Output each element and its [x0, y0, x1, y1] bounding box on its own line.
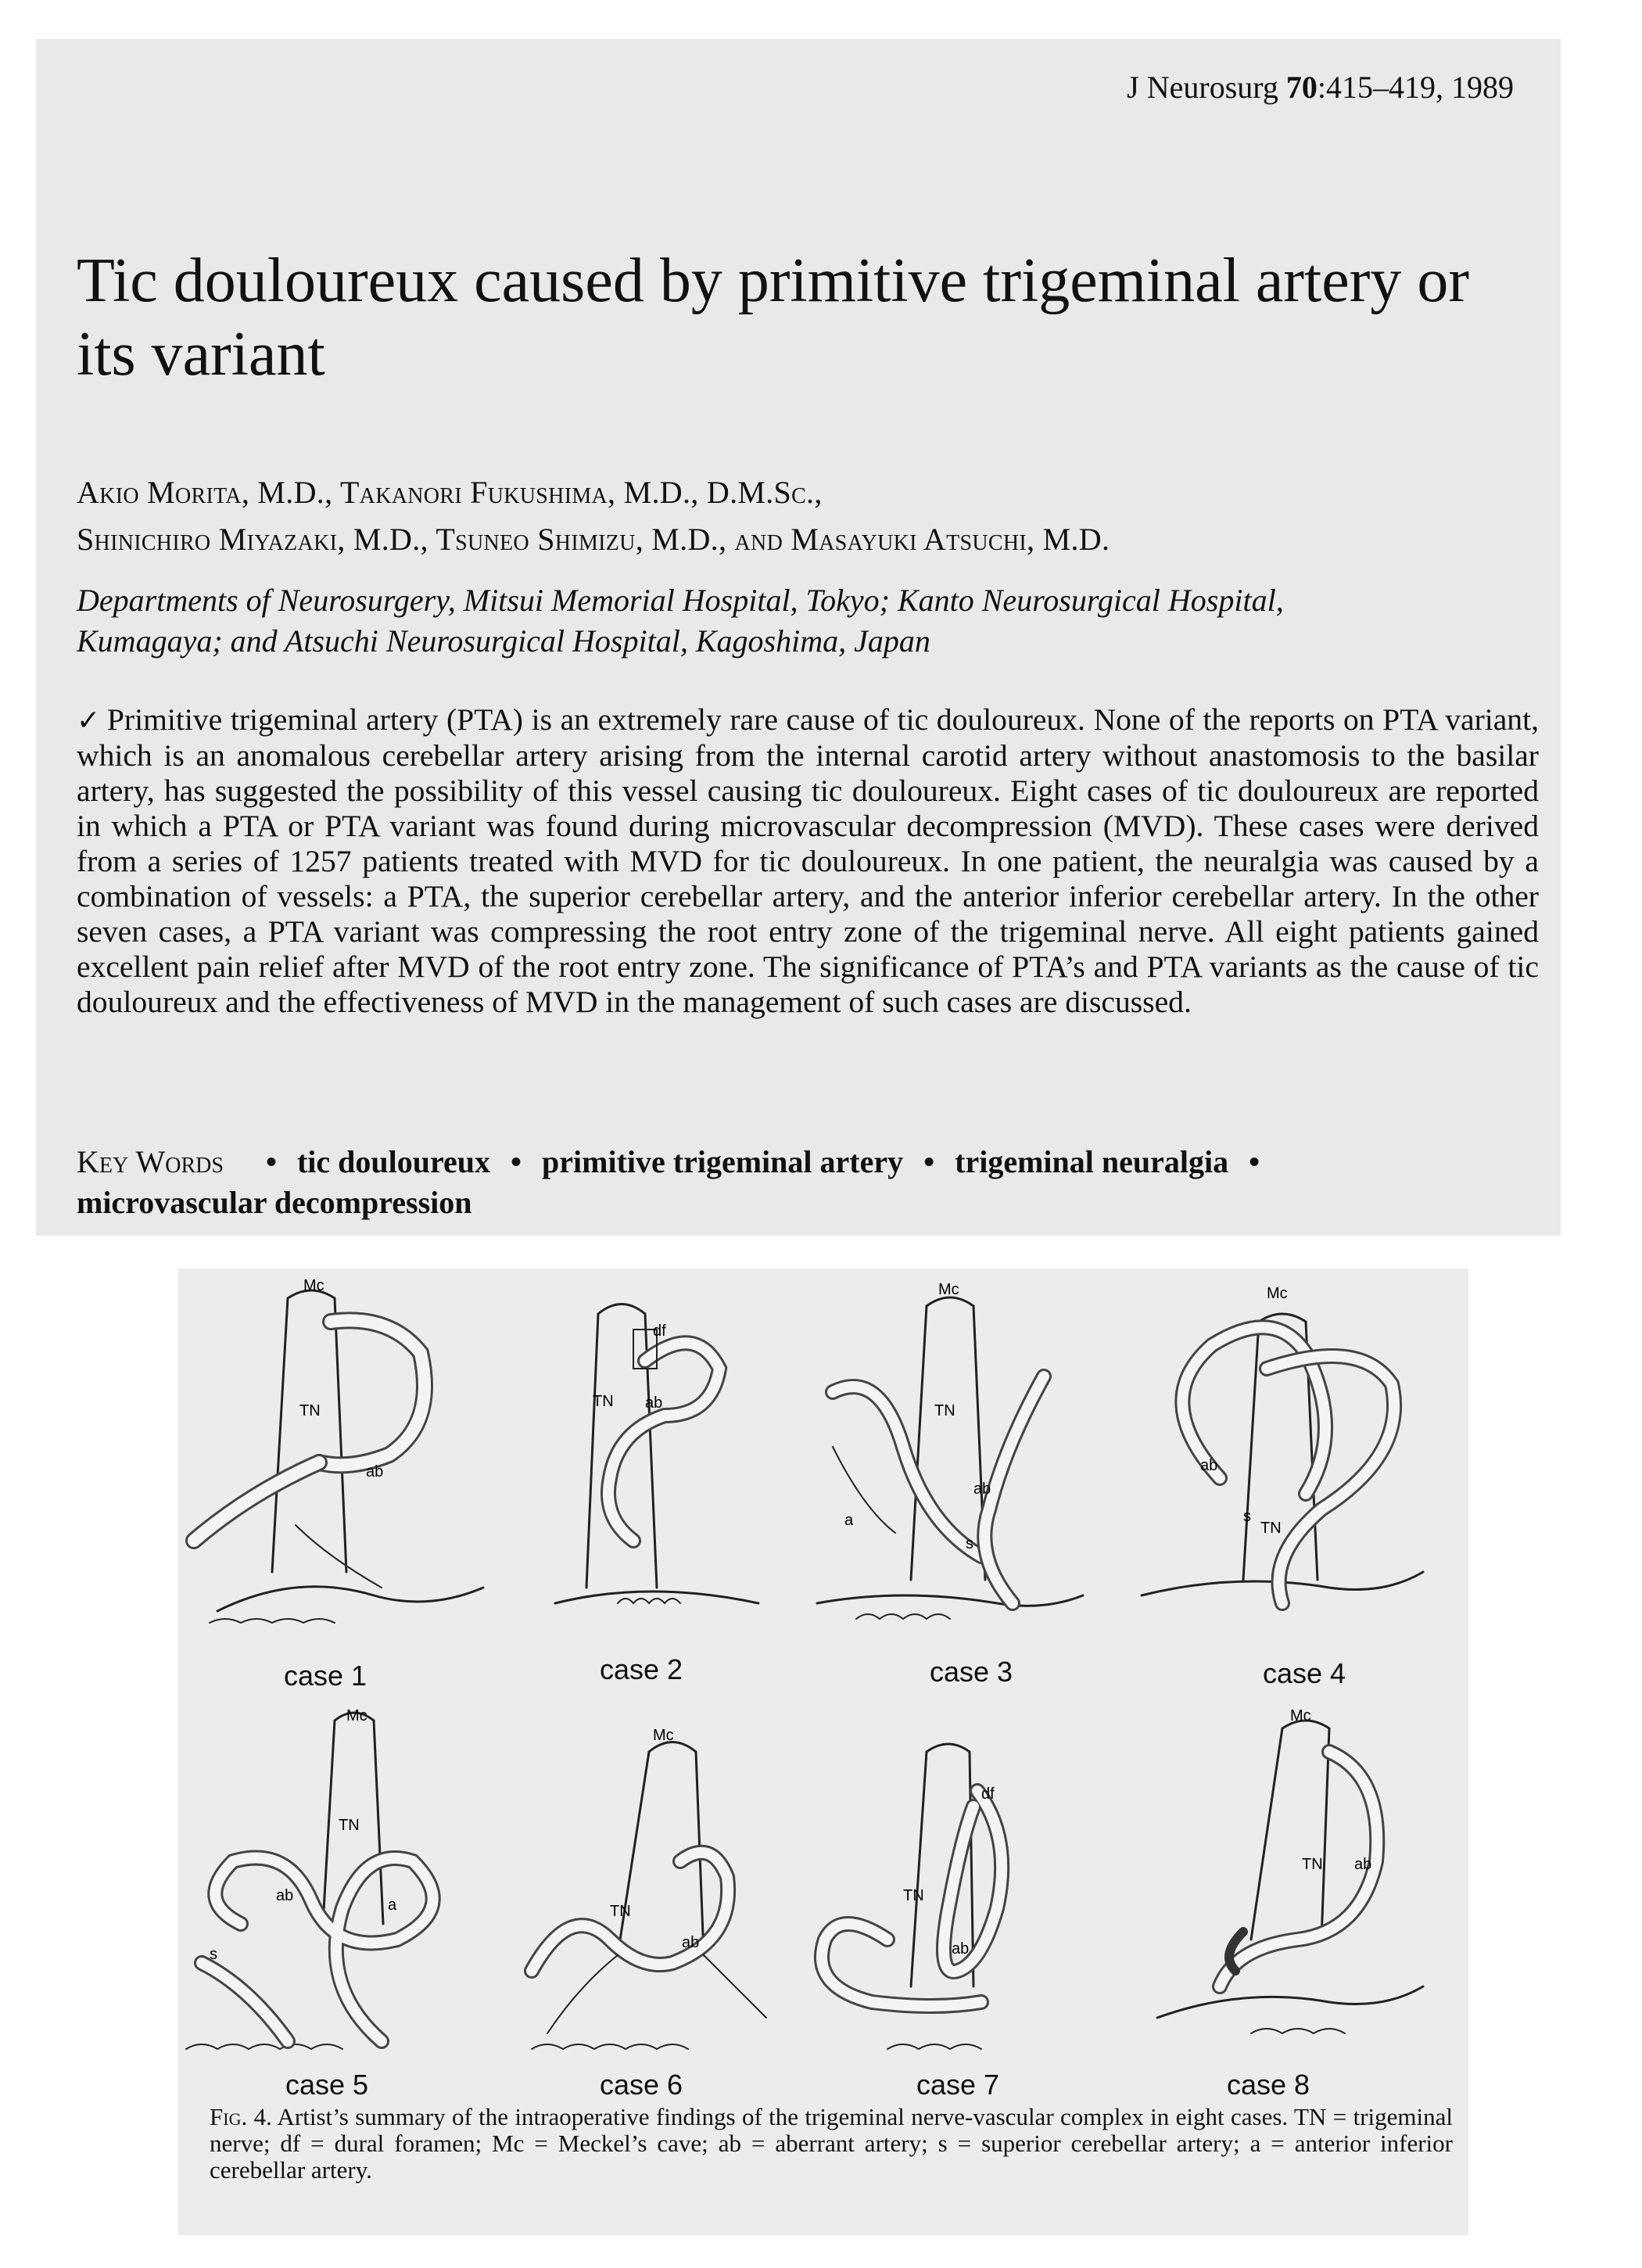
mc-label: Mc	[938, 1281, 959, 1298]
case-6-illustration	[500, 1705, 798, 2072]
mc-label: Mc	[346, 1707, 367, 1724]
tn-label: TN	[934, 1402, 955, 1419]
ab-label: ab	[276, 1887, 294, 1904]
keyword-4: microvascular decompression	[77, 1185, 472, 1220]
case-3-label: case 3	[929, 1656, 1013, 1688]
tn-label: TN	[339, 1817, 360, 1834]
journal-pages-year: :415–419, 1989	[1317, 70, 1514, 105]
keywords-label: Key Words	[77, 1144, 224, 1179]
mc-label: Mc	[1290, 1707, 1311, 1724]
keyword-bullet-icon: •	[1249, 1144, 1260, 1179]
tn-label: TN	[1260, 1520, 1282, 1537]
case-1-illustration	[178, 1275, 491, 1642]
case-4-label: case 4	[1262, 1657, 1346, 1689]
tn-label: TN	[610, 1903, 631, 1920]
tn-label: TN	[1302, 1856, 1323, 1873]
figure-caption-text: Artist’s summary of the intraoperative findings of the trigeminal nerve-vascular complex in eight cases. TN = trigeminal nerve; df = dural foramen; Mc = Meckel’s cave; ab = aberrant artery; s = superior cerebellar artery; a = anterior inferior cerebellar artery.	[210, 2103, 1453, 2184]
s-label: s	[966, 1535, 973, 1552]
figure-number: Fig. 4.	[210, 2103, 272, 2130]
affiliations	[77, 580, 1547, 662]
journal-reference	[1127, 69, 1514, 106]
s-label: s	[210, 1946, 217, 1963]
tn-label: TN	[903, 1887, 924, 1904]
journal-volume: 70	[1285, 70, 1318, 105]
mc-label: Mc	[653, 1727, 674, 1744]
df-label: df	[981, 1785, 995, 1803]
author-list	[77, 469, 1547, 563]
case-7-label: case 7	[916, 2069, 1000, 2101]
keyword-bullet-icon: •	[923, 1144, 935, 1179]
case-8-illustration	[1126, 1705, 1439, 2072]
authors-line-2: Shinichiro Miyazaki, M.D., Tsuneo Shimizu, M.D., and Masayuki Atsuchi, M.D.	[77, 522, 1110, 557]
journal-name: J Neurosurg	[1127, 70, 1278, 105]
abstract-text: Primitive trigeminal artery (PTA) is an extremely rare cause of tic douloureux. None of the reports on PTA variant, which is an anomalous cerebellar artery arising from the internal carotid artery without anastomosis to the basilar artery, has suggested the possibility of this vessel causing tic douloureux. Eight cases of tic douloureux are reported in which a PTA or PTA variant was found during microvascular decompression (MVD). These cases were derived from a series of 1257 patients treated with MVD for tic douloureux. In one patient, the neuralgia was caused by a combination of vessels: a PTA, the superior cerebellar artery, and the anterior inferior cerebellar artery. In the other seven cases, a PTA variant was compressing the root entry zone of the trigeminal nerve. All eight patients gained excellent pain relief after MVD of the root entry zone. The significance of PTA’s and PTA variants as the cause of tic douloureux and the effectiveness of MVD in the management of such cases are discussed.	[77, 702, 1539, 1019]
title-line-1: Tic douloureux caused by primitive trigeminal artery or	[77, 246, 1470, 315]
case-2-label: case 2	[599, 1653, 683, 1685]
case-6-label: case 6	[599, 2069, 683, 2101]
tn-label: TN	[593, 1393, 614, 1410]
case-8-label: case 8	[1226, 2069, 1310, 2101]
ab-label: ab	[645, 1394, 663, 1412]
keyword-bullet-icon: •	[265, 1144, 277, 1179]
ab-label: ab	[366, 1463, 384, 1480]
keyword-2: primitive trigeminal artery	[542, 1144, 904, 1179]
ab-label: ab	[973, 1480, 991, 1498]
keyword-3: trigeminal neuralgia	[955, 1144, 1229, 1179]
case-3-illustration	[809, 1275, 1091, 1642]
abstract	[77, 702, 1539, 1020]
ab-label: ab	[682, 1934, 700, 1951]
df-label: df	[653, 1322, 666, 1340]
title-line-2: its variant	[77, 320, 325, 389]
mc-label: Mc	[1267, 1285, 1288, 1302]
figure-caption	[210, 2104, 1453, 2184]
mc-label: Mc	[303, 1277, 324, 1294]
a-label: a	[844, 1512, 854, 1529]
a-label: a	[388, 1897, 397, 1914]
affiliation-line-2: Kumagaya; and Atsuchi Neurosurgical Hospital, Kagoshima, Japan	[77, 623, 930, 659]
article-title	[77, 244, 1531, 391]
ab-label: ab	[1200, 1457, 1218, 1474]
ab-label: ab	[1354, 1856, 1372, 1873]
tn-label: TN	[299, 1402, 321, 1419]
case-7-illustration	[809, 1705, 1091, 2072]
case-5-illustration	[178, 1705, 491, 2072]
affiliation-line-1: Departments of Neurosurgery, Mitsui Memorial Hospital, Tokyo; Kanto Neurosurgical Hospital,	[77, 583, 1284, 618]
keyword-bullet-icon: •	[511, 1144, 522, 1179]
abstract-checkmark-icon: ✓	[77, 705, 101, 736]
case-5-label: case 5	[285, 2069, 369, 2101]
keywords	[77, 1142, 1547, 1223]
case-1-label: case 1	[283, 1660, 367, 1692]
s-label: s	[1243, 1508, 1251, 1525]
article-header-panel	[36, 39, 1561, 1236]
authors-line-1: Akio Morita, M.D., Takanori Fukushima, M.D., D.M.Sc.,	[77, 475, 823, 510]
case-4-illustration	[1126, 1275, 1439, 1642]
ab-label: ab	[952, 1940, 970, 1958]
case-2-illustration	[508, 1275, 790, 1642]
keyword-1: tic douloureux	[296, 1144, 491, 1179]
